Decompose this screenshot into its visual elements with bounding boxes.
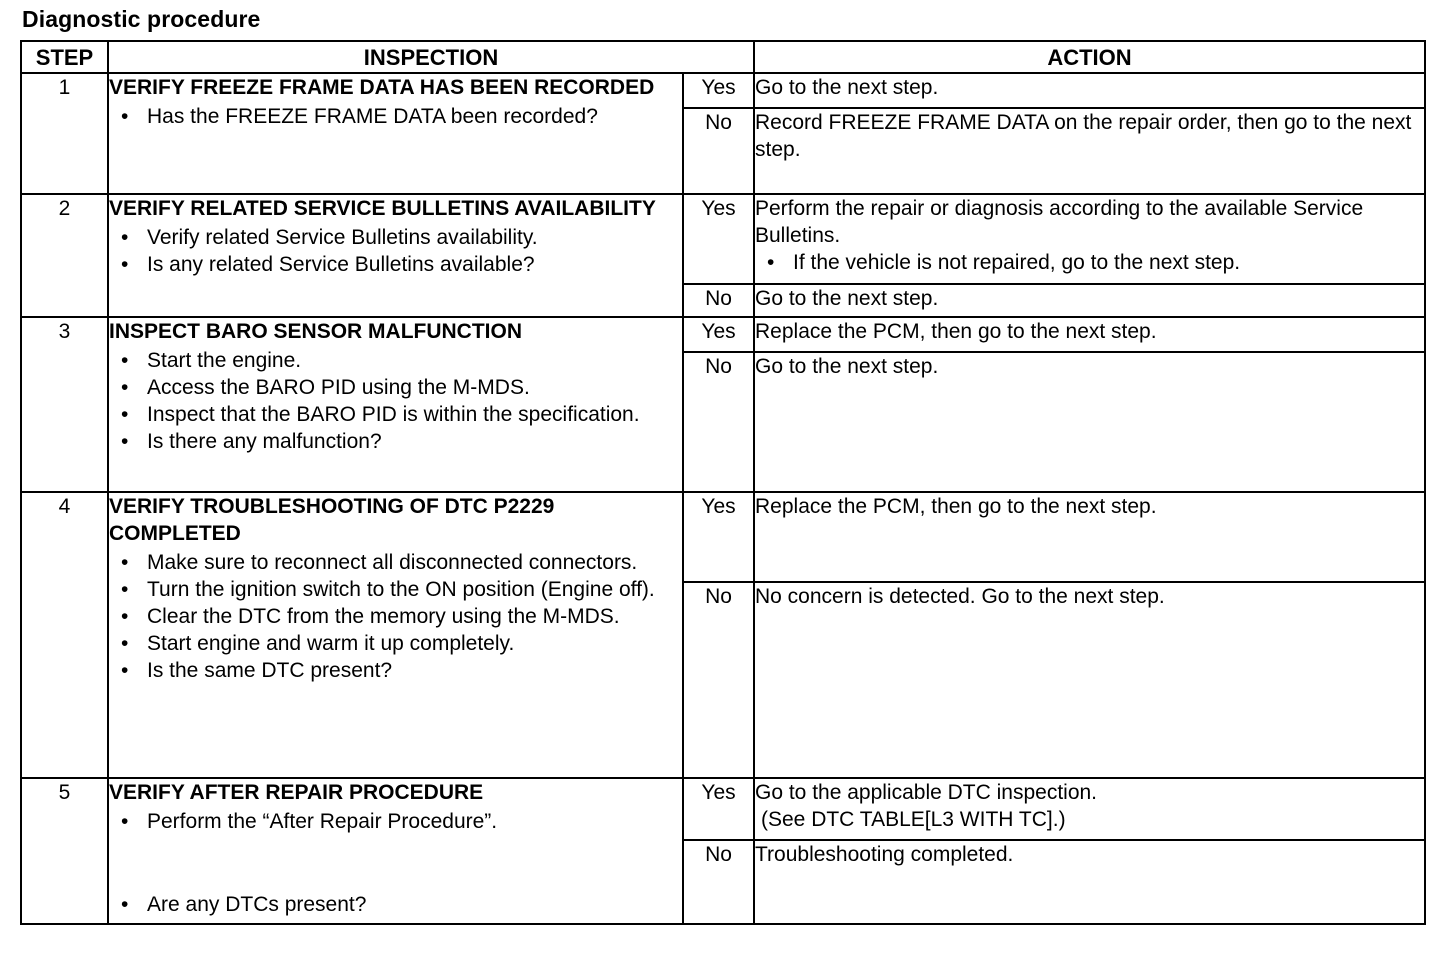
- action-no: Troubleshooting completed.: [754, 840, 1425, 924]
- action-yes: [754, 778, 1425, 840]
- spacer: [109, 835, 682, 889]
- list-item: • If the vehicle is not repaired, go to the next step.: [793, 249, 1424, 276]
- yes-label: Yes: [683, 73, 754, 108]
- inspection-cell: [108, 778, 683, 924]
- inspection-heading: VERIFY AFTER REPAIR PROCEDURE: [109, 781, 484, 804]
- inspection-list: [109, 103, 682, 130]
- yes-label: Yes: [683, 492, 754, 582]
- inspection-heading: VERIFY RELATED SERVICE BULLETINS AVAILABILITY: [109, 197, 656, 220]
- inspection-cell: [108, 194, 683, 317]
- list-item: • Start engine and warm it up completely.: [147, 630, 682, 657]
- list-item: • Has the FREEZE FRAME DATA been recorded?: [147, 103, 682, 130]
- action-no: Go to the next step.: [754, 352, 1425, 492]
- step-number: 4: [21, 492, 108, 778]
- no-label: No: [683, 108, 754, 194]
- inspection-heading: VERIFY FREEZE FRAME DATA HAS BEEN RECORDED: [109, 76, 655, 99]
- action-text: Go to the applicable DTC inspection.: [755, 781, 1098, 804]
- list-item: • Inspect that the BARO PID is within the specification.: [147, 401, 682, 428]
- list-item: • Access the BARO PID using the M-MDS.: [147, 374, 682, 401]
- action-no: Record FREEZE FRAME DATA on the repair order, then go to the next step.: [754, 108, 1425, 194]
- list-item: • Is there any malfunction?: [147, 428, 682, 455]
- column-header-inspection: INSPECTION: [108, 41, 754, 73]
- action-yes: [754, 194, 1425, 284]
- inspection-list: [109, 224, 682, 278]
- step-number: 5: [21, 778, 108, 924]
- no-label: No: [683, 284, 754, 317]
- action-no: No concern is detected. Go to the next step.: [754, 582, 1425, 778]
- inspection-cell: [108, 492, 683, 778]
- action-reference: (See DTC TABLE[L3 WITH TC].): [761, 808, 1066, 831]
- list-item: • Verify related Service Bulletins availability.: [147, 224, 682, 251]
- table-row: [21, 317, 1425, 352]
- no-label: No: [683, 352, 754, 492]
- inspection-list: [109, 549, 682, 684]
- table-header-row: [21, 41, 1425, 73]
- column-header-step: STEP: [21, 41, 108, 73]
- page-title: Diagnostic procedure: [22, 6, 261, 32]
- table-row: [21, 778, 1425, 840]
- yes-label: Yes: [683, 317, 754, 352]
- action-yes: Replace the PCM, then go to the next step.: [754, 492, 1425, 582]
- inspection-heading: VERIFY TROUBLESHOOTING OF DTC P2229 COMPLETED: [109, 495, 555, 545]
- no-label: No: [683, 840, 754, 924]
- inspection-list: [109, 891, 682, 918]
- inspection-list: [109, 808, 682, 835]
- list-item: • Clear the DTC from the memory using the M-MDS.: [147, 603, 682, 630]
- inspection-list: [109, 347, 682, 455]
- step-number: 3: [21, 317, 108, 492]
- action-yes: Replace the PCM, then go to the next step.: [754, 317, 1425, 352]
- action-text: Perform the repair or diagnosis according to the available Service Bulletins.: [755, 197, 1364, 247]
- step-number: 2: [21, 194, 108, 317]
- table-row: [21, 492, 1425, 582]
- column-header-action: ACTION: [754, 41, 1425, 73]
- yes-label: Yes: [683, 194, 754, 284]
- list-item: • Start the engine.: [147, 347, 682, 374]
- table-row: [21, 194, 1425, 284]
- inspection-cell: [108, 73, 683, 194]
- action-no: Go to the next step.: [754, 284, 1425, 317]
- inspection-heading: INSPECT BARO SENSOR MALFUNCTION: [109, 320, 523, 343]
- action-list: [755, 249, 1424, 276]
- list-item: • Perform the “After Repair Procedure”.: [147, 808, 682, 835]
- diagnostic-procedure-table: [20, 40, 1426, 925]
- step-number: 1: [21, 73, 108, 194]
- action-yes: Go to the next step.: [754, 73, 1425, 108]
- list-item: • Are any DTCs present?: [147, 891, 682, 918]
- inspection-cell: [108, 317, 683, 492]
- list-item: • Is any related Service Bulletins available?: [147, 251, 682, 278]
- list-item: • Turn the ignition switch to the ON position (Engine off).: [147, 576, 682, 603]
- no-label: No: [683, 582, 754, 778]
- table-row: [21, 73, 1425, 108]
- list-item: • Is the same DTC present?: [147, 657, 682, 684]
- list-item: • Make sure to reconnect all disconnected connectors.: [147, 549, 682, 576]
- yes-label: Yes: [683, 778, 754, 840]
